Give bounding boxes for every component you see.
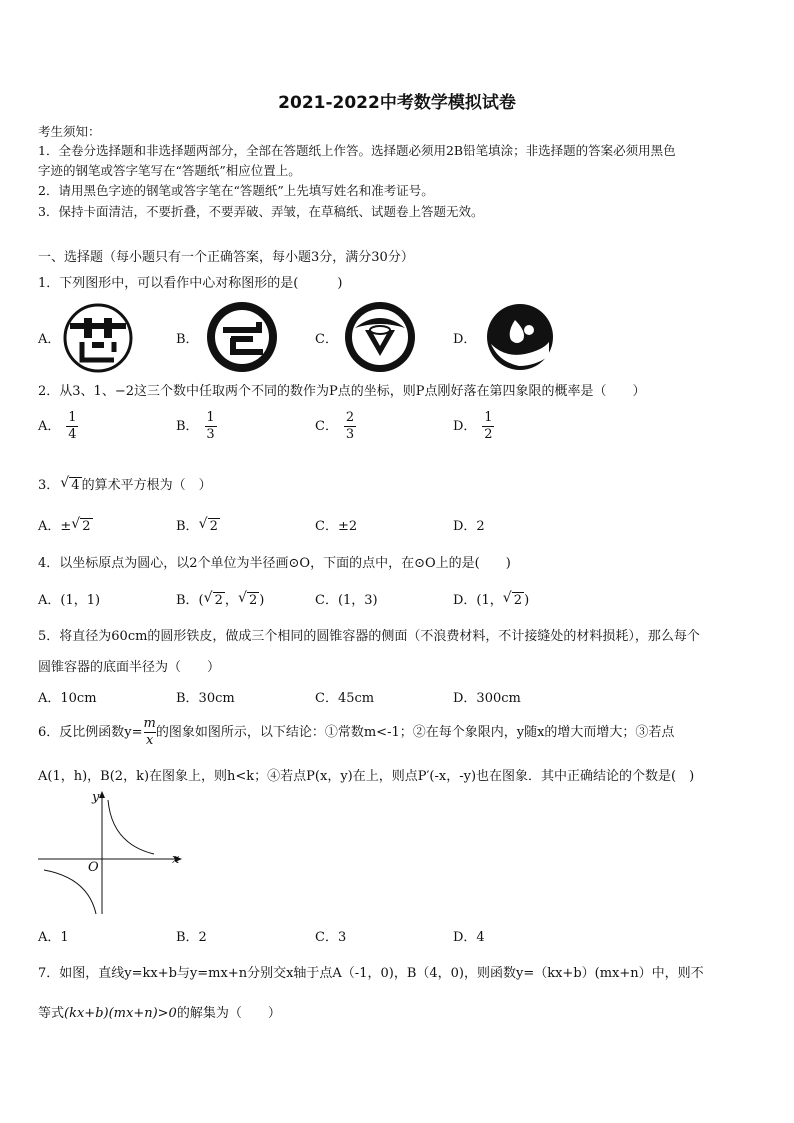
q6-option-d[interactable]: D．4 <box>453 930 485 945</box>
q4-option-c[interactable]: C．(1，3) <box>315 593 378 608</box>
q3-option-b-label: B． <box>176 519 199 534</box>
q1-option-b-figure <box>205 300 279 374</box>
q2-option-b-fraction <box>205 410 217 443</box>
q3-option-a-radical: √ 2 <box>80 518 92 534</box>
q4-option-b-suffix: ) <box>259 593 265 608</box>
denominator: x <box>146 733 154 748</box>
page-title: 2021-2022中考数学模拟试卷 <box>278 93 516 113</box>
q2-option-a[interactable] <box>38 410 78 443</box>
question-4-stem: 4．以坐标原点为圆心，以2个单位为半径画⊙O，下面的点中，在⊙O上的是( ) <box>38 556 511 571</box>
q3-option-b[interactable] <box>176 515 220 534</box>
question-2-stem: 2．从3、1、−2这三个数中任取两个不同的数作为P点的坐标，则P点刚好落在第四象限的概率是（ ） <box>38 384 646 399</box>
question-3-stem <box>38 474 212 493</box>
q2-option-a-fraction <box>66 410 78 443</box>
denominator: 3 <box>345 427 355 442</box>
q7-text-b: 的解集为（ ） <box>176 1006 281 1021</box>
q1-option-a-figure <box>62 302 134 374</box>
q2-option-d[interactable] <box>453 410 494 443</box>
notice-line-1a: 1．全卷分选择题和非选择题两部分，全部在答题纸上作答。选择题必须用2B铅笔填涂；非选择题的答案必须用黑色 <box>38 143 676 158</box>
denominator: 3 <box>206 427 215 442</box>
q5-option-d[interactable]: D．300cm <box>453 691 521 706</box>
q3-stem-text: 的算术平方根为（ ） <box>81 478 212 493</box>
q6-option-c[interactable]: C．3 <box>315 930 347 945</box>
q5-option-a[interactable]: A．10cm <box>38 691 97 706</box>
q4-option-b[interactable] <box>176 589 264 608</box>
q7-text-a: 等式 <box>38 1006 65 1021</box>
section-heading: 一、选择题（每小题只有一个正确答案，每小题3分，满分30分） <box>38 250 414 265</box>
q4-option-d[interactable] <box>453 589 529 608</box>
q4-option-b-radical-1: √ 2 <box>213 592 225 608</box>
question-5-line-2: 圆锥容器的底面半径为（ ） <box>38 660 221 675</box>
q2-option-c[interactable] <box>315 410 356 443</box>
q5-option-b[interactable]: B．30cm <box>176 691 235 706</box>
numerator: 2 <box>345 410 355 425</box>
notice-line-2: 2．请用黑色字迹的钢笔或答字笔在“答题纸”上先填写姓名和准考证号。 <box>38 183 434 198</box>
denominator: 4 <box>68 427 77 442</box>
q6-graph <box>36 786 186 918</box>
numerator: 1 <box>484 410 493 425</box>
q6-graph-x-label: x <box>172 852 180 867</box>
q6-graph-y-label: y <box>92 790 100 805</box>
q3-number: 3． <box>38 478 60 493</box>
q3-radical: √ 4 <box>69 477 81 493</box>
question-6-line-2: A(1，h)，B(2，k)在图象上，则h<k；④若点P(x，y)在上，则点P′(-x，-y)也在图象．其中正确结论的个数是( ) <box>38 769 695 784</box>
q1-option-b-label[interactable]: B． <box>176 332 199 347</box>
q3-option-b-radical: √ 2 <box>208 518 220 534</box>
question-7-line-1: 7．如图，直线y=kx+b与y=mx+n分别交x轴于点A（-1，0)，B（4，0)，则函数y=（kx+b）(mx+n）中，则不 <box>38 966 704 981</box>
q2-option-a-label: A． <box>38 419 61 434</box>
q5-option-c[interactable]: C．45cm <box>315 691 375 706</box>
q3-option-d[interactable]: D．2 <box>453 519 485 534</box>
q2-option-b-label: B． <box>176 419 199 434</box>
q2-option-c-fraction <box>344 410 356 443</box>
q2-option-c-label: C． <box>315 419 338 434</box>
q1-option-a-label[interactable]: A． <box>38 332 61 347</box>
q2-option-b[interactable] <box>176 410 217 443</box>
question-5-line-1: 5．将直径为60cm的圆形铁皮，做成三个相同的圆锥容器的侧面（不浪费材料，不计接缝处的材料损耗），那么每个 <box>38 629 700 644</box>
q1-option-c-figure <box>343 300 417 374</box>
q4-option-a[interactable]: A．(1，1) <box>38 593 101 608</box>
q3-option-a-label: A．± <box>38 519 72 534</box>
denominator: 2 <box>484 427 493 442</box>
q6-fraction <box>144 716 156 749</box>
q2-option-d-fraction <box>482 410 494 443</box>
q4-option-b-comma: ， <box>224 593 238 608</box>
q3-option-a[interactable] <box>38 515 93 534</box>
q4-option-d-radical: √ 2 <box>512 592 524 608</box>
q2-option-d-label: D． <box>453 419 477 434</box>
question-6-line-1 <box>38 716 674 749</box>
q1-option-c-label[interactable]: C． <box>315 332 338 347</box>
q6-text-a: 6．反比例函数y= <box>38 725 143 740</box>
q3-option-c[interactable]: C．±2 <box>315 519 358 534</box>
q6-option-b[interactable]: B．2 <box>176 930 207 945</box>
numerator: m <box>143 716 156 731</box>
q7-inequality: (kx+b)(mx+n)>0 <box>64 1006 177 1021</box>
q4-option-d-suffix: ) <box>524 593 530 608</box>
numerator: 1 <box>206 410 215 425</box>
notice-line-1b: 字迹的钢笔或答字笔写在“答题纸”相应位置上。 <box>38 163 301 178</box>
q6-text-b: 的图象如图所示，以下结论：①常数m<-1；②在每个象限内，y随x的增大而增大；③若点 <box>155 725 675 740</box>
q4-option-b-prefix: B．( <box>176 593 204 608</box>
q1-option-d-figure <box>485 302 555 372</box>
q6-graph-origin-label: O <box>88 860 99 875</box>
numerator: 1 <box>68 410 77 425</box>
question-7-line-2 <box>38 1002 281 1021</box>
q1-option-d-label[interactable]: D． <box>453 332 477 347</box>
question-1-stem: 1．下列图形中，可以看作中心对称图形的是( ) <box>38 276 343 291</box>
notice-line-3: 3．保持卡面清洁，不要折叠，不要弄破、弄皱，在草稿纸、试题卷上答题无效。 <box>38 204 484 219</box>
q6-option-a[interactable]: A．1 <box>38 930 69 945</box>
notice-heading: 考生须知： <box>38 124 101 139</box>
q4-option-b-radical-2: √ 2 <box>247 592 259 608</box>
q4-option-d-prefix: D．(1， <box>453 593 503 608</box>
